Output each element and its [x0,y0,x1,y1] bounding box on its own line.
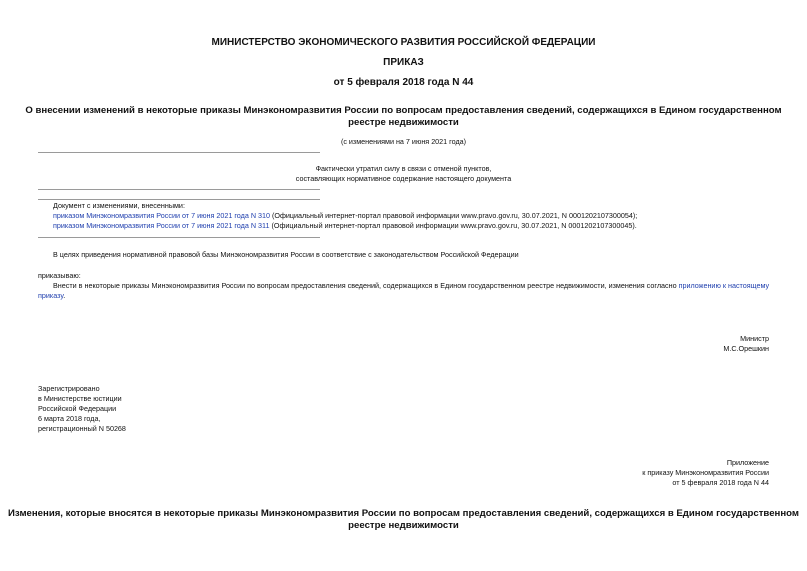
divider [38,199,320,200]
appendix-line: Приложение [726,458,769,467]
appendix-title-line2: реестре недвижимости [348,520,459,531]
ministry-heading: МИНИСТЕРСТВО ЭКОНОМИЧЕСКОГО РАЗВИТИЯ РОССИЙСКОЙ ФЕДЕРАЦИИ [211,37,596,48]
appendix-link[interactable]: приказу [38,291,64,300]
order-text-line2: приказу. [38,291,66,300]
appendix-link[interactable]: приложению к настоящему [678,281,770,290]
order-word: приказываю: [38,271,81,280]
amendment-source: (Официальный интернет-портал правовой информации www.pravo.gov.ru, 30.07.2021, N 0001202107300045). [269,221,637,230]
doc-date-number: от 5 февраля 2018 года N 44 [333,77,474,88]
signature-name: М.С.Орешкин [723,344,769,353]
registration-block [38,384,126,434]
lost-force-line2: составляющих нормативное содержание настоящего документа [295,174,512,183]
amendment-link[interactable]: приказом Минэкономразвития России от 7 июня 2021 года N 311 [53,221,270,230]
registration-line: в Министерстве юстиции [38,394,122,403]
document-title-line1: О внесении изменений в некоторые приказы Минэкономразвития России по вопросам предоставления сведений, содержащихся в Едином государственном [25,105,782,116]
registration-line: 6 марта 2018 года, [38,414,101,423]
appendix-line: к приказу Минэкономразвития России [642,468,769,477]
appendix-block [642,458,769,488]
registration-line: Зарегистрировано [38,384,100,393]
appendix-line: от 5 февраля 2018 года N 44 [672,478,769,487]
amendment-link[interactable]: приказом Минэкономразвития России от 7 июня 2021 года N 310 [53,211,271,220]
order-text-line1 [53,281,769,291]
amendment-item [53,211,637,221]
order-text: Внести в некоторые приказы Минэкономразвития России по вопросам предоставления сведений, содержащихся в Едином государственном реестре недвижимости, изменения согласно [53,281,679,290]
doc-type: ПРИКАЗ [383,57,424,68]
divider [38,189,320,190]
divider [38,152,320,153]
signature-position: Министр [740,334,769,343]
divider [38,237,320,238]
preamble: В целях приведения нормативной правовой базы Минэкономразвития России в соответствие с законодательством Российской Федерации [53,250,519,259]
amendment-source: (Официальный интернет-портал правовой информации www.pravo.gov.ru, 30.07.2021, N 0001202107300054); [270,211,638,220]
registration-line: регистрационный N 50268 [38,424,126,433]
amendments-intro: Документ с изменениями, внесенными: [53,201,185,210]
document-title-line2: реестре недвижимости [348,117,459,128]
amendment-item [53,221,637,231]
lost-force-line1: Фактически утратил силу в связи с отменой пунктов, [315,164,492,173]
registration-line: Российской Федерации [38,404,117,413]
appendix-title-line1: Изменения, которые вносятся в некоторые приказы Минэкономразвития России по вопросам предоставления сведений, содержащихся в Едином государственном [8,508,799,519]
edition-note: (с изменениями на 7 июня 2021 года) [340,137,467,146]
